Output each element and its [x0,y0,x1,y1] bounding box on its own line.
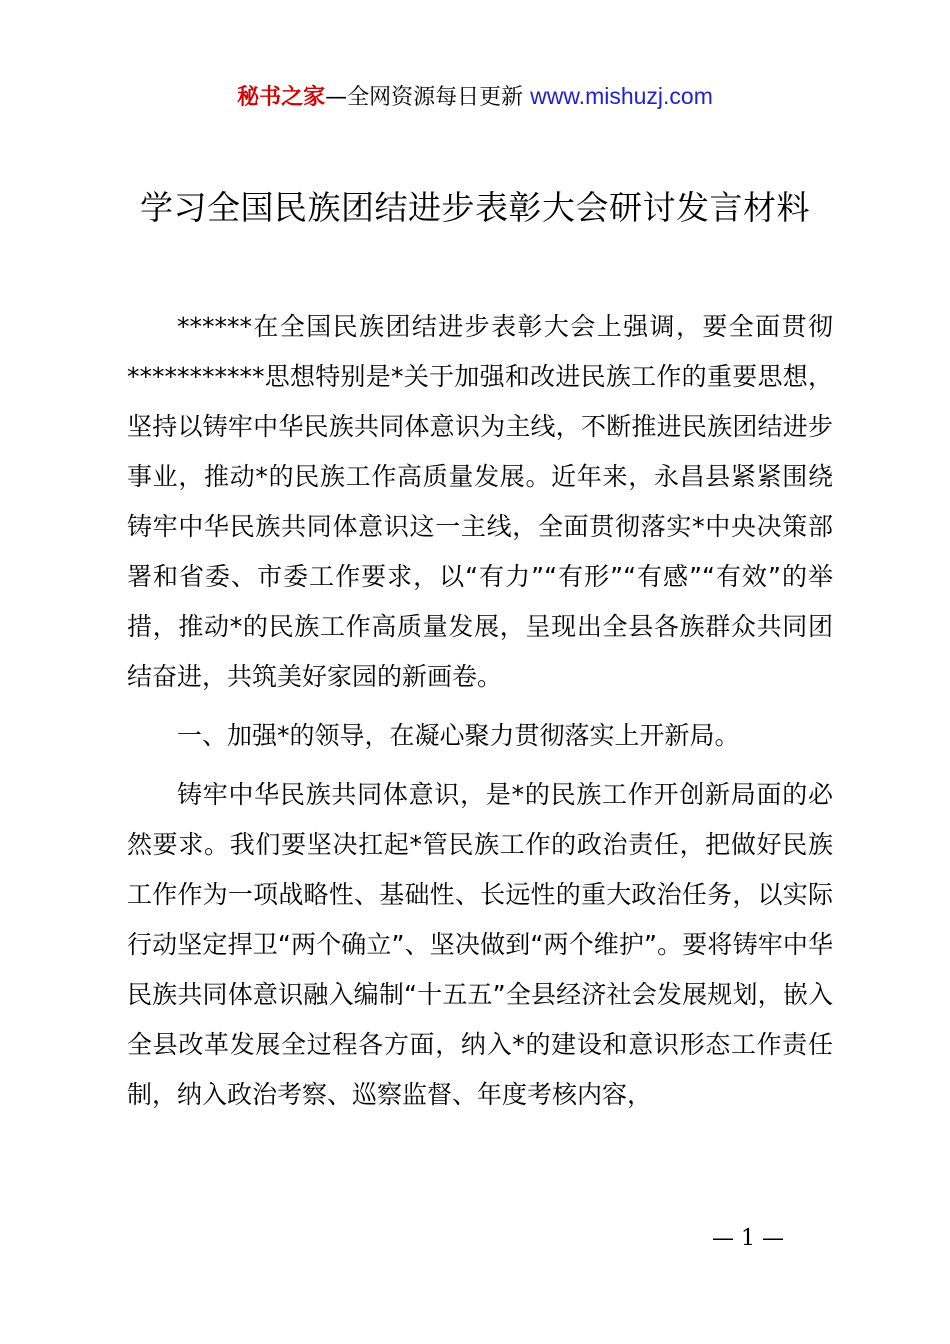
site-brand: 秘书之家 [237,85,326,110]
section-heading: 一、加强*的领导，在凝心聚力贯彻落实上开新局。 [177,721,740,750]
document-body [127,302,833,1120]
site-url-link[interactable]: www.mishuzj.com [530,83,713,109]
site-tagline: —全网资源每日更新 [325,85,531,110]
site-header [0,80,950,114]
page-number: — 1 — [712,1226,784,1251]
body-paragraph: 铸牢中华民族共同体意识，是*的民族工作开创新局面的必然要求。我们要坚决扛起*管民族工作的政治责任，把做好民族工作作为一项战略性、基础性、长远性的重大政治任务，以实际行动坚定捍卫“两个确立”、坚决做到“两个维护”。要将铸牢中华民族共同体意识融入编制“十五五”全县经济社会发展规划，嵌入全县改革发展全过程各方面，纳入*的建设和意识形态工作责任制，纳入政治考察、巡察监督、年度考核内容， [127,780,833,1109]
document-title: 学习全国民族团结进步表彰大会研讨发言材料 [140,188,810,227]
intro-paragraph: ******在全国民族团结进步表彰大会上强调，要全面贯彻***********思想特别是*关于加强和改进民族工作的重要思想，坚持以铸牢中华民族共同体意识为主线，不断推进民族团结进步事业，推动*的民族工作高质量发展。近年来，永昌县紧紧围绕铸牢中华民族共同体意识这一主线，全面贯彻落实*中央决策部署和省委、市委工作要求，以“有力”“有形”“有感”“有效”的举措，推动*的民族工作高质量发展，呈现出全县各族群众共同团结奋进，共筑美好家园的新画卷。 [127,312,833,691]
